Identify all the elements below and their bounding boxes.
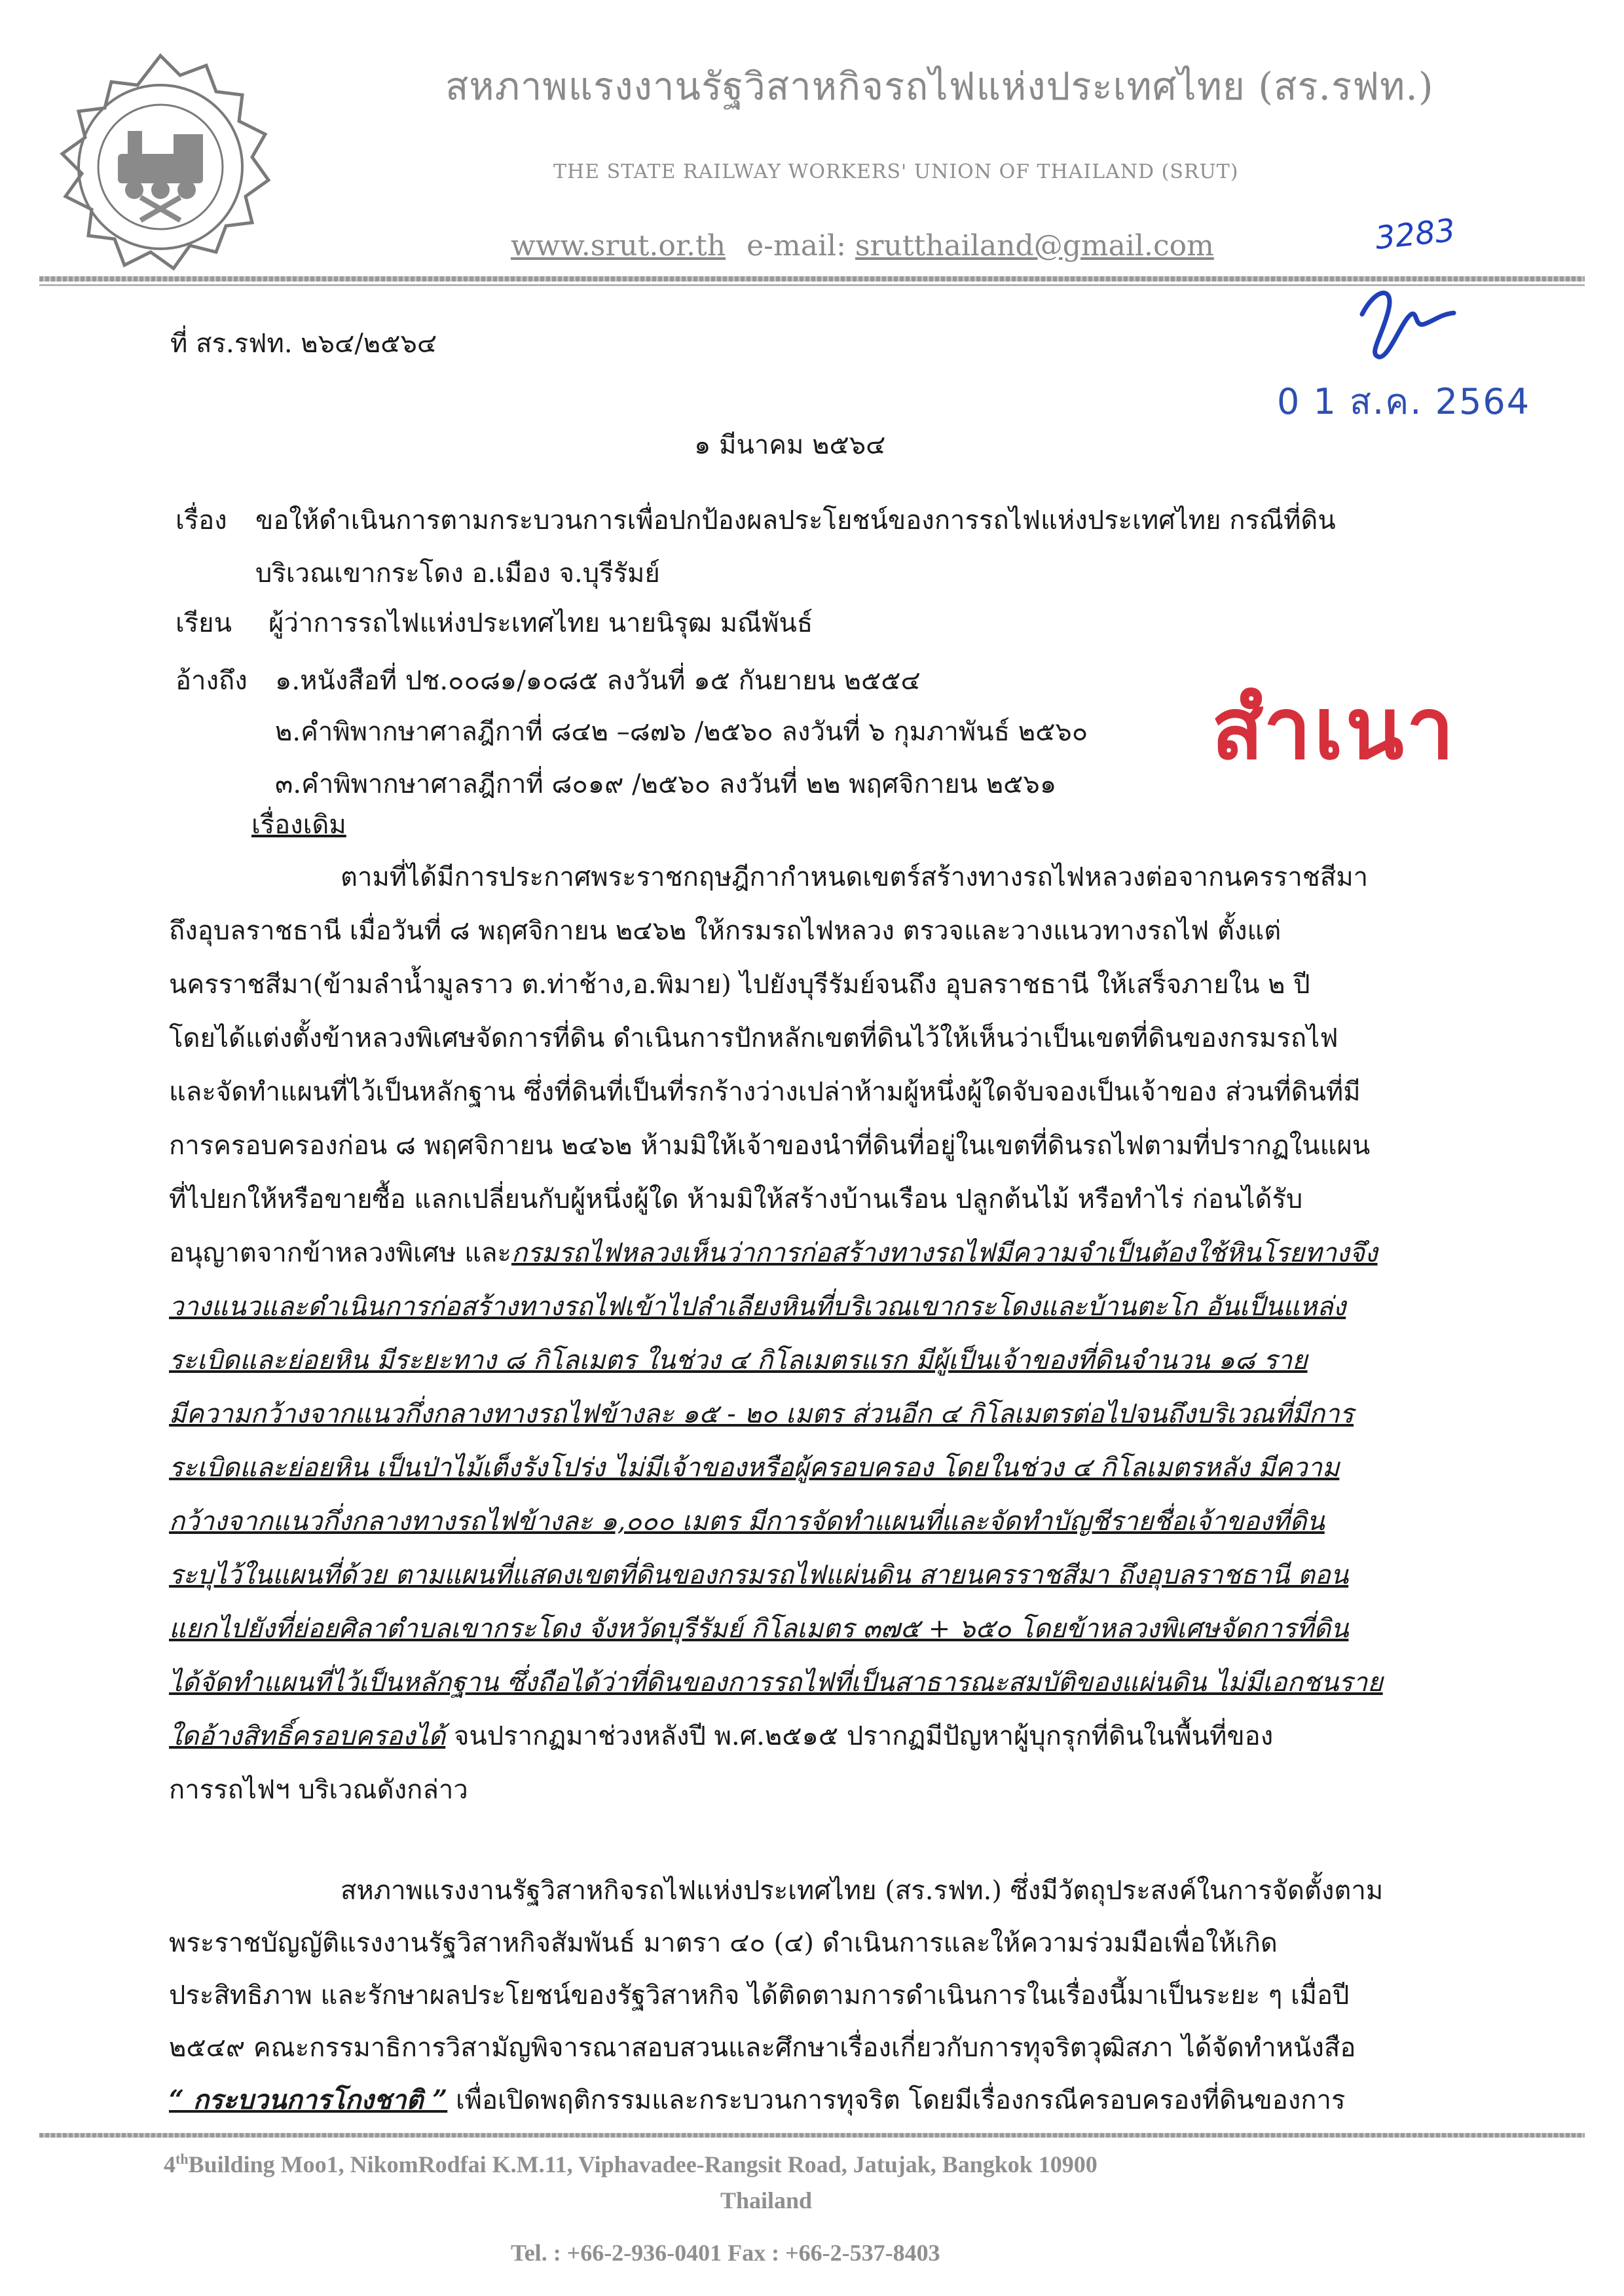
copy-stamp: สำเนา: [1211, 679, 1457, 778]
org-name-english: THE STATE RAILWAY WORKERS' UNION OF THAILAND (SRUT): [553, 160, 1239, 183]
signature-icon: [1349, 275, 1460, 367]
subject-line-1: ขอให้ดำเนินการตามกระบวนการเพื่อปกป้องผลประโยชน์ของการรถไฟแห่งประเทศไทย กรณีที่ดิน: [255, 505, 1336, 536]
paragraph-line: สหภาพแรงงานรัฐวิสาหกิจรถไฟแห่งประเทศไทย (สร.รฟท.) ซึ่งมีวัตถุประสงค์ในการจัดตั้งตาม: [341, 1876, 1384, 1906]
address-text: Building Moo1, NikomRodfai K.M.11, Viphavadee-Rangsit Road, Jatujak, Bangkok 10900: [188, 2151, 1098, 2178]
reference-item: ๑.หนังสือที่ ปช.๐๐๘๑/๑๐๘๕ ลงวันที่ ๑๕ กันยายน ๒๕๕๔: [275, 666, 921, 696]
reference-label: อ้างถึง: [175, 666, 248, 696]
underlined-line: ได้จัดทำแผนที่ไว้เป็นหลักฐาน ซึ่งถือได้ว่าที่ดินของการรถไฟที่เป็นสาธารณะสมบัติของแผ่นดิน ไม่มีเอกชนราย: [169, 1667, 1383, 1698]
footer-divider: [39, 2133, 1585, 2138]
paragraph-line: และจัดทำแผนที่ไว้เป็นหลักฐาน ซึ่งที่ดินที่เป็นที่รกร้างว่างเปล่าห้ามผู้หนึ่งผู้ใดจับจองเป็นเจ้าของ ส่วนที่ดินที่มี: [169, 1077, 1361, 1107]
footer-country: Thailand: [720, 2187, 813, 2214]
letter-date: ๑ มีนาคม ๒๕๖๔: [694, 430, 886, 460]
underlined-line: ระบุไว้ในแผนที่ด้วย ตามแผนที่แสดงเขตที่ดินของกรมรถไฟแผ่นดิน สายนครราชสีมา ถึงอุบลราชธานี ตอน: [169, 1560, 1349, 1590]
paragraph-text: อนุญาตจากข้าหลวงพิเศษ และ: [169, 1238, 511, 1268]
reference-item: ๓.คำพิพากษาศาลฎีกาที่ ๘๐๑๙ /๒๕๖๐ ลงวันที่ ๒๒ พฤศจิกายน ๒๕๖๑: [275, 769, 1057, 799]
background-heading: เรื่องเดิม: [251, 810, 346, 840]
footer-phone: Tel. : +66-2-936-0401 Fax : +66-2-537-8403: [511, 2240, 940, 2266]
handwritten-receipt-number: 3283: [1373, 211, 1457, 257]
website-link[interactable]: www.srut.or.th: [511, 229, 726, 263]
paragraph-line: ๒๕๔๙ คณะกรรมาธิการวิสามัญพิจารณาสอบสวนและศึกษาเรื่องเกี่ยวกับการทุจริตวุฒิสภา ได้จัดทำหนังสือ: [169, 2033, 1356, 2063]
received-date-stamp: 0 1 ส.ค. 2564: [1277, 381, 1531, 422]
paragraph-line: ประสิทธิภาพ และรักษาผลประโยชน์ของรัฐวิสาหกิจ ได้ติดตามการดำเนินการในเรื่องนี้มาเป็นระยะ ๆ เมื่อปี: [169, 1980, 1350, 2011]
recipient: ผู้ว่าการรถไฟแห่งประเทศไทย นายนิรุฒ มณีพันธ์: [268, 608, 813, 638]
paragraph-line: นครราชสีมา(ข้ามลำน้ำมูลราว ต.ท่าช้าง,อ.พิมาย) ไปยังบุรีรัมย์จนถึง อุบลราชธานี ให้เสร็จภายใน ๒ ปี: [169, 970, 1310, 1000]
paragraph-line: การรถไฟฯ บริเวณดังกล่าว: [169, 1775, 468, 1805]
paragraph-line: ที่ไปยกให้หรือขายซื้อ แลกเปลี่ยนกับผู้หนึ่งผู้ใด ห้ามมิให้สร้างบ้านเรือน ปลูกต้นไม้ หรือทำไร่ ก่อนได้รับ: [169, 1184, 1303, 1214]
underlined-line: มีความกว้างจากแนวกึ่งกลางทางรถไฟข้างละ ๑๕ - ๒๐ เมตร ส่วนอีก ๔ กิโลเมตรต่อไปจนถึงบริเวณที่มีการ: [169, 1399, 1354, 1429]
paragraph-line: โดยได้แต่งตั้งข้าหลวงพิเศษจัดการที่ดิน ดำเนินการปักหลักเขตที่ดินไว้ให้เห็นว่าเป็นเขตที่ดินของกรมรถไฟ: [169, 1023, 1338, 1053]
email-link[interactable]: srutthailand@gmail.com: [855, 229, 1214, 263]
footer-address: [164, 2151, 1098, 2178]
paragraph-line: [169, 2087, 1345, 2113]
paragraph-line: [169, 1723, 1273, 1749]
recipient-label: เรียน: [175, 608, 232, 638]
reference-item: ๒.คำพิพากษาศาลฎีกาที่ ๘๔๒ –๘๗๖ /๒๕๖๐ ลงวันที่ ๖ กุมภาพันธ์ ๒๕๖๐: [275, 717, 1088, 747]
union-seal-logo: [39, 49, 282, 291]
underlined-text: กรมรถไฟหลวงเห็นว่าการก่อสร้างทางรถไฟมีความจำเป็นต้องใช้หินโรยทางจึง: [511, 1238, 1378, 1268]
underlined-text: ใดอ้างสิทธิ์ครอบครองได้: [169, 1721, 446, 1751]
org-name-thai: สหภาพแรงงานรัฐวิสาหกิจรถไฟแห่งประเทศไทย (สร.รฟท.): [445, 64, 1434, 109]
underlined-line: วางแนวและดำเนินการก่อสร้างทางรถไฟเข้าไปลำเลียงหินที่บริเวณเขากระโดงและบ้านตะโก อันเป็นแหล่ง: [169, 1292, 1346, 1322]
paragraph-text: เพื่อเปิดพฤติกรรมและกระบวนการทุจริต โดยมีเรื่องกรณีครอบครองที่ดินของการ: [447, 2085, 1346, 2115]
book-title: “ กระบวนการโกงชาติ ”: [169, 2085, 448, 2115]
paragraph-text: จนปรากฏมาช่วงหลังปี พ.ศ.๒๕๑๕ ปรากฏมีปัญหาผู้บุกรุกที่ดินในพื้นที่ของ: [445, 1721, 1274, 1751]
paragraph-line: ถึงอุบลราชธานี เมื่อวันที่ ๘ พฤศจิกายน ๒๔๖๒ ให้กรมรถไฟหลวง ตรวจและวางแนวทางรถไฟ ตั้งแต่: [169, 916, 1282, 946]
underlined-line: แยกไปยังที่ย่อยศิลาตำบลเขากระโดง จังหวัดบุรีรัมย์ กิโลเมตร ๓๗๕ + ๖๕๐ โดยข้าหลวงพิเศษจัดการที่ดิน: [169, 1614, 1349, 1644]
paragraph-line: พระราชบัญญัติแรงงานรัฐวิสาหกิจสัมพันธ์ มาตรา ๔๐ (๔) ดำเนินการและให้ความร่วมมือเพื่อให้เกิด: [169, 1928, 1278, 1958]
underlined-line: ระเบิดและย่อยหิน มีระยะทาง ๘ กิโลเมตร ในช่วง ๔ กิโลเมตรแรก มีผู้เป็นเจ้าของที่ดินจำนวน ๑๘ ราย: [169, 1345, 1308, 1376]
paragraph-line: ตามที่ได้มีการประกาศพระราชกฤษฎีกากำหนดเขตร์สร้างทางรถไฟหลวงต่อจากนครราชสีมา: [341, 862, 1369, 892]
email-label: e-mail:: [747, 229, 846, 263]
subject-line-2: บริเวณเขากระโดง อ.เมือง จ.บุรีรัมย์: [255, 558, 660, 589]
address-suffix: th: [175, 2151, 189, 2167]
contact-line: [511, 229, 1214, 263]
underlined-line: กว้างจากแนวกึ่งกลางทางรถไฟข้างละ ๑,๐๐๐ เมตร มีการจัดทำแผนที่และจัดทำบัญชีรายชื่อเจ้าของที่ดิน: [169, 1506, 1325, 1537]
underlined-line: ระเบิดและย่อยหิน เป็นป่าไม้เต็งรังโปร่ง ไม่มีเจ้าของหรือผู้ครอบครอง โดยในช่วง ๔ กิโลเมตรหลัง มีความ: [169, 1453, 1340, 1483]
paragraph-line: [169, 1240, 1378, 1266]
reference-number: ที่ สร.รฟท. ๒๖๔/๒๕๖๔: [170, 329, 437, 359]
subject-label: เรื่อง: [175, 505, 227, 536]
paragraph-line: การครอบครองก่อน ๘ พฤศจิกายน ๒๔๖๒ ห้ามมิให้เจ้าของนำที่ดินที่อยู่ในเขตที่ดินรถไฟตามที่ปรากฏในแผน: [169, 1131, 1371, 1161]
address-number: 4: [164, 2151, 175, 2178]
